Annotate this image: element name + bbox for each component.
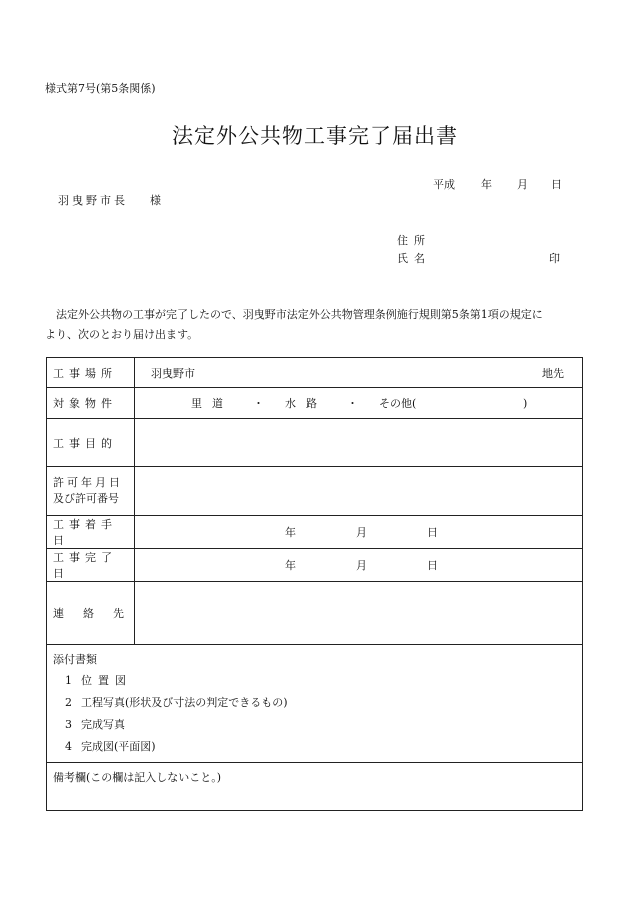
field-purpose[interactable] [135,419,583,467]
label-target: 対象物件 [47,388,135,419]
target-close-paren: ) [523,396,528,410]
complete-month: 月 [356,559,367,572]
addressee-honorific: 様 [150,194,164,207]
row-permit [47,467,583,516]
attachment-item: 1 位置図 [65,674,132,687]
label-purpose: 工事目的 [47,419,135,467]
seal-mark: 印 [549,252,560,265]
date-year: 年 [481,178,492,191]
statement-line-1: 法定外公共物の工事が完了したので、羽曳野市法定外公共物管理条例施行規則第5条第1項の規定に [56,308,543,321]
address-label: 住所 [397,234,431,247]
statement-text [45,305,585,345]
form-code: 様式第7号(第5条関係) [45,82,156,95]
target-sep-2: ・ [347,397,358,410]
target-other[interactable]: その他( [379,397,417,410]
attachments-list [53,670,576,758]
field-target[interactable] [135,388,583,419]
field-complete-date[interactable] [135,549,583,582]
start-day: 日 [427,526,438,539]
label-permit-line-2: 及び許可番号 [53,492,119,505]
label-contact [47,582,135,645]
addressee-name: 羽曳野市長 [58,194,128,207]
attachment-item: 4 完成図(平面図) [65,740,156,753]
complete-year: 年 [285,559,296,572]
row-contact [47,582,583,645]
label-permit-line-1: 許可年月日 [53,476,123,489]
target-road[interactable]: 里道 [191,397,233,410]
row-target [47,388,583,419]
attachment-item: 3 完成写真 [65,718,125,731]
start-year: 年 [285,526,296,539]
addressee [58,192,164,208]
attachments-cell [47,645,583,763]
row-location [47,358,583,388]
field-location[interactable] [135,358,583,388]
date-day: 日 [551,178,562,191]
complete-day: 日 [427,559,438,572]
remarks-label: 備考欄(この欄は記入しないこと。) [53,771,222,784]
row-purpose [47,419,583,467]
name-label: 氏名 [397,252,431,265]
target-waterway[interactable]: 水路 [285,397,327,410]
row-start-date [47,516,583,549]
label-location: 工事場所 [47,358,135,388]
attachments-heading: 添付書類 [53,653,97,666]
date-era: 平成 [433,178,455,191]
row-attachments [47,645,583,763]
statement-line-2: より、次のとおり届け出ます。 [45,328,199,341]
remarks-cell [47,763,583,811]
document-title: 法定外公共物工事完了届出書 [172,124,458,148]
label-contact-a: 連 [53,607,64,620]
field-contact[interactable] [135,582,583,645]
field-start-date[interactable] [135,516,583,549]
row-complete-date [47,549,583,582]
location-city: 羽曳野市 [151,366,195,380]
label-permit [47,467,135,516]
date-month: 月 [517,178,528,191]
label-contact-c: 先 [113,607,124,620]
submission-date [433,176,562,192]
report-form-table [46,357,583,811]
attachment-item: 2 工程写真(形状及び寸法の判定できるもの) [65,696,288,709]
location-suffix: 地先 [542,366,564,380]
start-month: 月 [356,526,367,539]
row-remarks [47,763,583,811]
field-permit[interactable] [135,467,583,516]
target-sep-1: ・ [253,397,264,410]
label-complete-date: 工事完了日 [47,549,135,582]
label-start-date: 工事着手日 [47,516,135,549]
label-contact-b: 絡 [83,607,94,620]
